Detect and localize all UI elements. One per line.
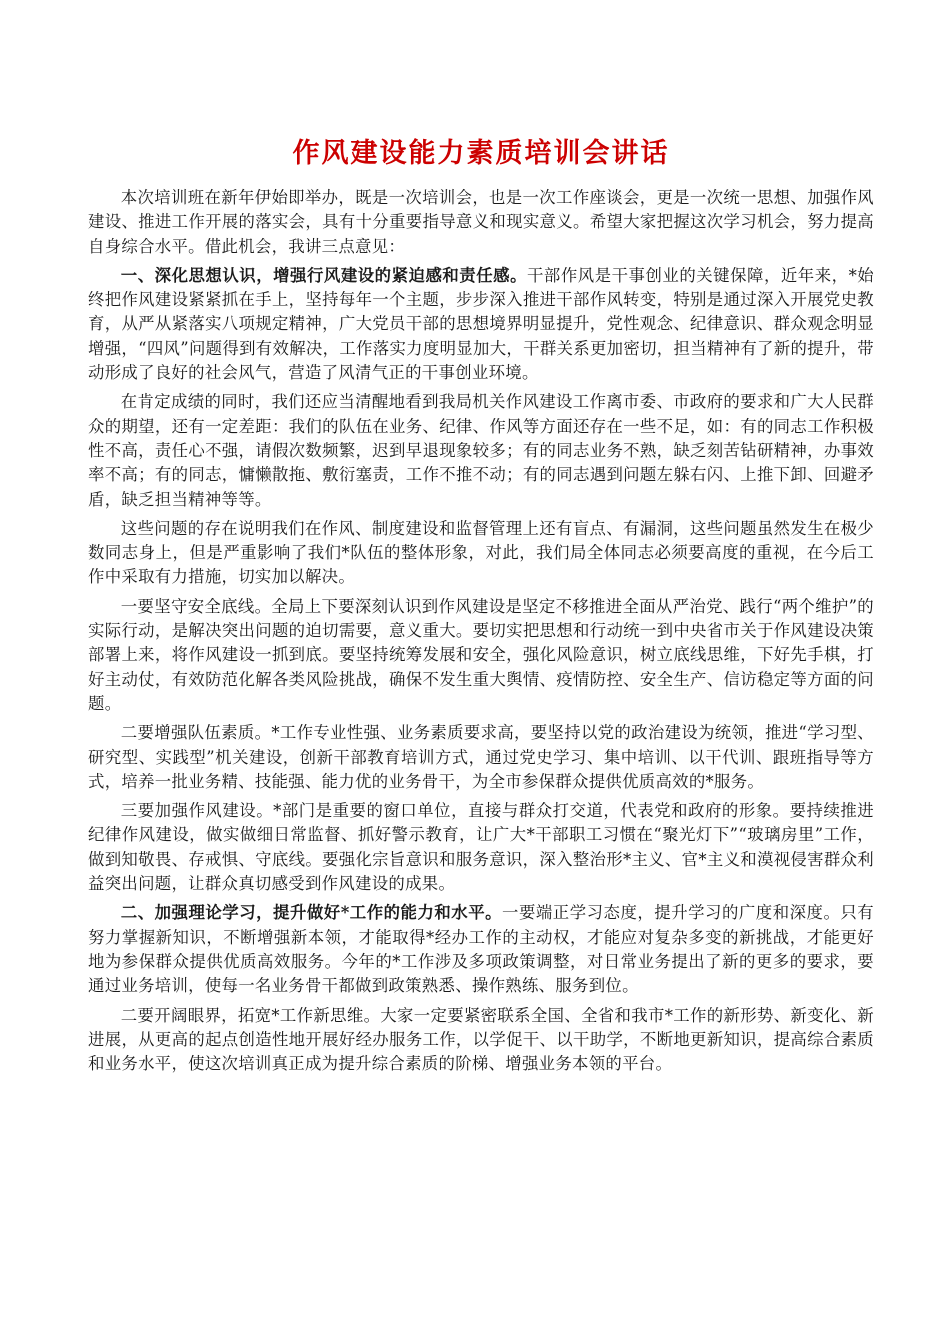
paragraph-3	[88, 390, 874, 511]
paragraph-text: 一要坚守安全底线。全局上下要深刻认识到作风建设是坚定不移推进全面从严治党、践行“两个维护”的实际行动，是解决突出问题的迫切需要，意义重大。要切实把思想和行动统一到中央省市关于作风建设决策部署上来，将作风建设一抓到底。要坚持统筹发展和安全，强化风险意识，树立底线思维，下好先手棋，打好主动仗，有效防范化解各类风险挑战，确保不发生重大舆情、疫情防控、安全生产、信访稳定等方面的问题。	[88, 596, 874, 713]
paragraph-2	[88, 264, 874, 385]
paragraph-text: 三要加强作风建设。*部门是重要的窗口单位，直接与群众打交道，代表党和政府的形象。要持续推进纪律作风建设，做实做细日常监督、抓好警示教育，让广大*干部职工习惯在“聚光灯下”“玻璃房里”工作，做到知敬畏、存戒惧、守底线。要强化宗旨意识和服务意识，深入整治形*主义、官*主义和漠视侵害群众利益突出问题，让群众真切感受到作风建设的成果。	[88, 801, 874, 894]
paragraph-text: 二要开阔眼界，拓宽*工作新思维。大家一定要紧密联系全国、全省和我市*工作的新形势、新变化、新进展，从更高的起点创造性地开展好经办服务工作，以学促干、以干助学，不断地更新知识，提高综合素质和业务水平，使这次培训真正成为提升综合素质的阶梯、增强业务本领的平台。	[88, 1005, 874, 1074]
paragraph-text: 干部作风是干事创业的关键保障，近年来，*始终把作风建设紧紧抓在手上，坚持每年一个主题，步步深入推进干部作风转变，特别是通过深入开展党史教育，从严从紧落实八项规定精神，广大党员干部的思想境界明显提升，党性观念、纪律意识、群众观念明显增强，“四风”问题得到有效解决，工作落实力度明显加大，干群关系更加密切，担当精神有了新的提升，带动形成了良好的社会风气，营造了风清气正的干事创业环境。	[88, 265, 874, 383]
document-title: 作风建设能力素质培训会讲话	[292, 138, 670, 169]
paragraph-text: 一要端正学习态度，提升学习的广度和深度。只有努力掌握新知识，不断增强新本领，才能取得*经办工作的主动权，才能应对复杂多变的新挑战，才能更好地为参保群众提供优质高效服务。今年的*工作涉及多项政策调整，对日常业务提出了新的更多的要求，要通过业务培训，使每一名业务骨干都做到政策熟悉、操作熟练、服务到位。	[88, 903, 874, 996]
paragraph-text: 本次培训班在新年伊始即举办，既是一次培训会，也是一次工作座谈会，更是一次统一思想、加强作风建设、推进工作开展的落实会，具有十分重要指导意义和现实意义。希望大家把握这次学习机会，努力提高自身综合水平。借此机会，我讲三点意见：	[88, 188, 874, 256]
section-heading-1: 一、深化思想认识，增强行风建设的紧迫感和责任感。	[120, 265, 527, 285]
section-heading-2: 二、加强理论学习，提升做好*工作的能力和水平。	[120, 903, 503, 923]
paragraph-text: 这些问题的存在说明我们在作风、制度建设和监督管理上还有盲点、有漏洞，这些问题虽然发生在极少数同志身上，但是严重影响了我们*队伍的整体形象，对此，我们局全体同志必须要高度的重视，在今后工作中采取有力措施，切实加以解决。	[88, 518, 874, 587]
paragraph-7	[88, 799, 874, 896]
paragraph-5	[88, 595, 874, 716]
paragraph-6	[88, 721, 874, 794]
paragraph-8	[88, 901, 874, 998]
paragraph-text: 二要增强队伍素质。*工作专业性强、业务素质要求高，要坚持以党的政治建设为统领，推进“学习型、研究型、实践型”机关建设，创新干部教育培训方式，通过党史学习、集中培训、以干代训、跟班指导等方式，培养一批业务精、技能强、能力优的业务骨干，为全市参保群众提供优质高效的*服务。	[88, 723, 874, 791]
paragraph-9	[88, 1004, 874, 1077]
document-page	[88, 132, 874, 1081]
paragraph-text: 在肯定成绩的同时，我们还应当清醒地看到我局机关作风建设工作离市委、市政府的要求和广大人民群众的期望，还有一定差距：我们的队伍在业务、纪律、作风等方面还存在一些不足，如：有的同志工作积极性不高，责任心不强，请假次数频繁，迟到早退现象较多；有的同志业务不熟，缺乏刻苦钻研精神，办事效率不高；有的同志，慵懒散拖、敷衍塞责，工作不推不动；有的同志遇到问题左躲右闪、上推下卸、回避矛盾，缺乏担当精神等等。	[88, 392, 874, 509]
paragraph-4	[88, 517, 874, 590]
paragraph-1	[88, 186, 874, 259]
